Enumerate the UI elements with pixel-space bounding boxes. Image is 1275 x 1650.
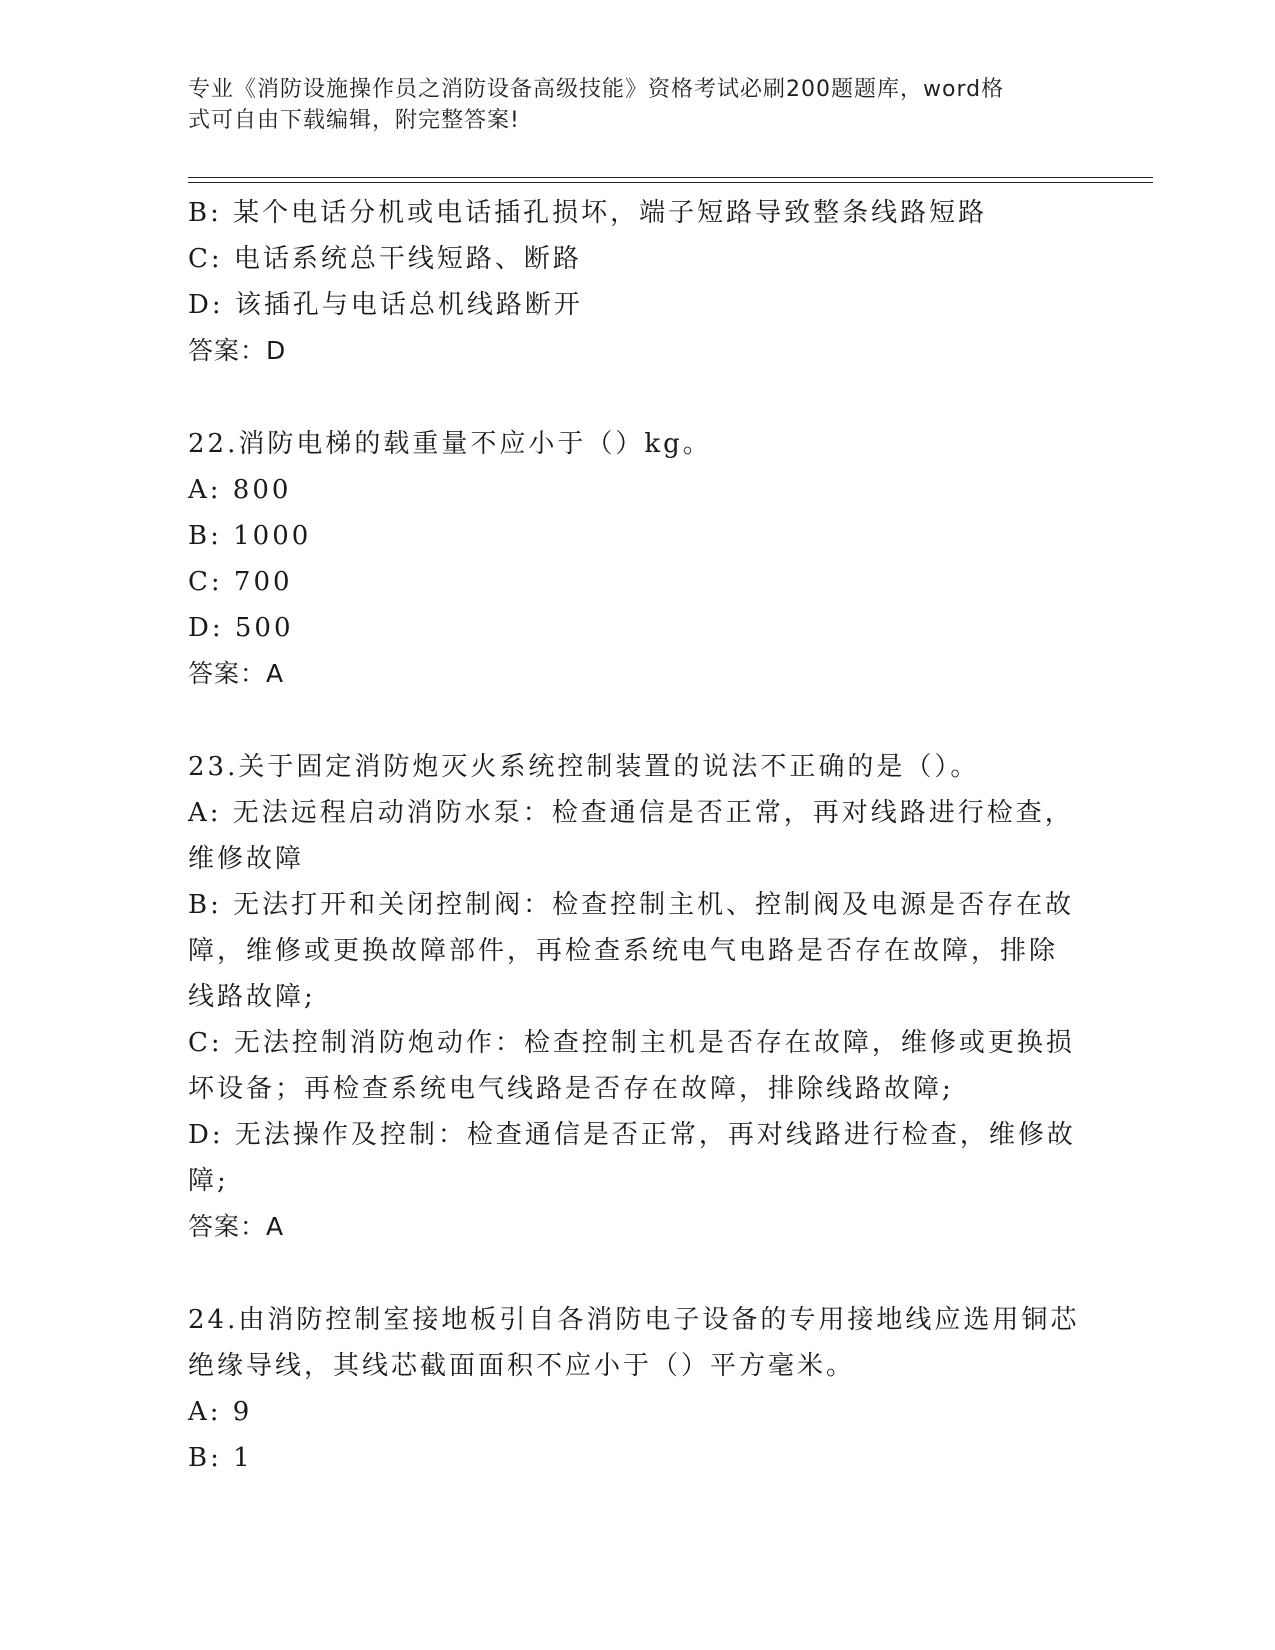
question-text-line-2: 绝缘导线，其线芯截面面积不应小于（）平方毫米。 bbox=[188, 1351, 856, 1381]
question-text: 22.消防电梯的载重量不应小于（）kg。 bbox=[188, 429, 712, 459]
question-text-line-1: 24.由消防控制室接地板引自各消防电子设备的专用接地线应选用铜芯 bbox=[188, 1305, 1080, 1335]
document-header bbox=[188, 74, 1068, 136]
question-text: 23.关于固定消防炮灭火系统控制装置的说法不正确的是（）。 bbox=[188, 752, 980, 782]
answer: 答案：D bbox=[188, 336, 287, 365]
answer: 答案：A bbox=[188, 659, 285, 688]
option-c-line-2: 坏设备；再检查系统电气线路是否存在故障，排除线路故障; bbox=[188, 1074, 954, 1104]
option-b: B: 某个电话分机或电话插孔损坏，端子短路导致整条线路短路 bbox=[188, 198, 988, 228]
question-23 bbox=[188, 744, 1088, 1250]
option-a-line-2: 维修故障 bbox=[188, 844, 305, 874]
option-b-line-1: B: 无法打开和关闭控制阀：检查控制主机、控制阀及电源是否存在故 bbox=[188, 890, 1075, 920]
header-line-2: 式可自由下载编辑，附完整答案! bbox=[188, 108, 520, 133]
spacer bbox=[188, 374, 1088, 421]
answer: 答案：A bbox=[188, 1212, 285, 1241]
option-a: A: 800 bbox=[188, 475, 292, 505]
spacer bbox=[188, 697, 1088, 744]
question-21-tail bbox=[188, 190, 1088, 374]
option-d: D: 该插孔与电话总机线路断开 bbox=[188, 290, 583, 320]
header-line-1: 专业《消防设施操作员之消防设备高级技能》资格考试必刷200题题库，word格 bbox=[188, 77, 1005, 102]
option-d-line-1: D: 无法操作及控制：检查通信是否正常，再对线路进行检查，维修故 bbox=[188, 1120, 1076, 1150]
header-divider-bottom bbox=[188, 182, 1153, 183]
option-c: C: 700 bbox=[188, 567, 293, 597]
spacer bbox=[188, 1250, 1088, 1297]
option-c-line-1: C: 无法控制消防炮动作：检查控制主机是否存在故障，维修或更换损 bbox=[188, 1028, 1075, 1058]
option-b-line-2: 障，维修或更换故障部件，再检查系统电气电路是否存在故障，排除 bbox=[188, 936, 1059, 966]
question-content bbox=[188, 190, 1088, 1481]
option-d: D: 500 bbox=[188, 613, 294, 643]
option-d-line-2: 障; bbox=[188, 1166, 229, 1196]
question-22 bbox=[188, 421, 1088, 697]
option-c: C: 电话系统总干线短路、断路 bbox=[188, 244, 582, 274]
option-a: A: 9 bbox=[188, 1397, 253, 1427]
option-a-line-1: A: 无法远程启动消防水泵：检查通信是否正常，再对线路进行检查， bbox=[188, 798, 1074, 828]
option-b-line-3: 线路故障; bbox=[188, 982, 316, 1012]
option-b: B: 1000 bbox=[188, 521, 312, 551]
header-divider-top bbox=[188, 177, 1153, 178]
option-b: B: 1 bbox=[188, 1443, 253, 1473]
question-24 bbox=[188, 1297, 1088, 1481]
